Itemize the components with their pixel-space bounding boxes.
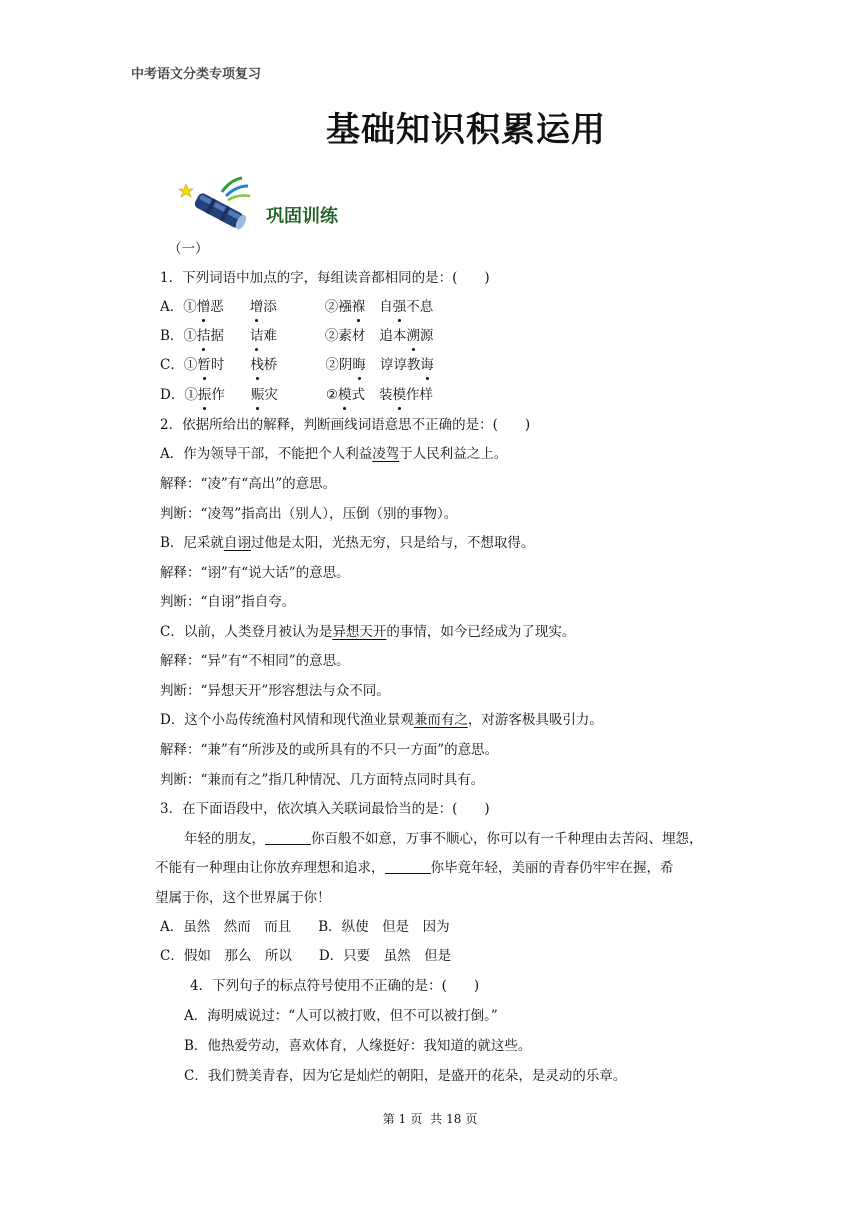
dotted-char: 模 bbox=[337, 387, 352, 403]
dotted-char: 诘 bbox=[249, 328, 264, 344]
dotted-char: 栈 bbox=[250, 357, 264, 373]
underlined-term: 异想天开 bbox=[332, 624, 387, 640]
footer-text: 第 bbox=[382, 1112, 395, 1126]
plain-text: B．尼采就 bbox=[160, 535, 224, 551]
plain-text: 你百般不如意，万事不顺心，你可以有一千种理由去苦闷、埋怨， bbox=[311, 831, 703, 847]
q4-option-c: C．我们赞美青春，因为它是灿烂的朝阳，是盛开的花朵，是灵动的乐章。 bbox=[184, 1068, 627, 1084]
fill-blank bbox=[385, 859, 431, 874]
q4-option-a: A．海明威说过：“人可以被打败，但不可以被打倒。” bbox=[184, 1008, 498, 1024]
page-number: 1 bbox=[398, 1112, 407, 1126]
q3-stem: 3．在下面语段中，依次填入关联词最恰当的是：( ) bbox=[160, 801, 490, 817]
q4-stem: 4．下列句子的标点符号使用不正确的是：( ) bbox=[190, 978, 480, 994]
plain-text: 源 bbox=[419, 328, 434, 344]
q3-passage-line-2 bbox=[155, 858, 674, 878]
q1-option-b bbox=[160, 326, 433, 346]
plain-text: 谆谆教 bbox=[379, 357, 421, 373]
plain-text: 装 bbox=[378, 387, 393, 403]
fill-blank bbox=[265, 830, 311, 845]
underlined-term: 凌驾 bbox=[372, 446, 400, 462]
q2-option-c bbox=[160, 622, 575, 642]
q2-option-a bbox=[160, 444, 507, 464]
plain-text: 式 bbox=[351, 387, 365, 403]
dotted-char: 诲 bbox=[420, 357, 434, 373]
dotted-char: 晦 bbox=[352, 357, 366, 373]
q2-option-d bbox=[160, 710, 603, 730]
q2-c-explanation: 解释：“异”有“不相同”的意思。 bbox=[160, 653, 350, 669]
q1-option-d bbox=[160, 385, 433, 405]
plain-text: 桥 bbox=[263, 357, 278, 373]
group-marker: ① bbox=[183, 299, 197, 315]
dotted-char: 褓 bbox=[351, 299, 366, 315]
plain-text: ，对游客极具吸引力。 bbox=[467, 712, 603, 728]
dotted-char: 模 bbox=[392, 387, 406, 403]
plain-text: 不息 bbox=[406, 299, 434, 315]
plain-text: 灾 bbox=[264, 387, 278, 403]
underlined-term: 兼而有之 bbox=[413, 712, 468, 728]
plain-text: 恶 bbox=[210, 299, 224, 315]
q2-c-judgement: 判断：“异想天开”形容想法与众不同。 bbox=[160, 683, 390, 699]
option-label: B． bbox=[160, 328, 184, 344]
dotted-char: 增 bbox=[249, 299, 264, 315]
page-total: 18 bbox=[446, 1112, 462, 1126]
plain-text: 于人民利益之上。 bbox=[399, 446, 508, 462]
footer-text: 页 bbox=[410, 1112, 423, 1126]
plain-text: D．这个小岛传统渔村风情和现代渔业景观 bbox=[160, 712, 414, 728]
plain-text: 阴 bbox=[338, 357, 353, 373]
dotted-char: 赈 bbox=[250, 387, 265, 403]
plain-text: 添 bbox=[263, 299, 277, 315]
q3-passage-line-1 bbox=[184, 829, 703, 849]
q3-options-cd: C．假如 那么 所以 D．只要 虽然 但是 bbox=[160, 948, 452, 964]
q2-a-explanation: 解释：“凌”有“高出”的意思。 bbox=[160, 476, 337, 492]
dotted-char: 憎 bbox=[196, 299, 211, 315]
group-marker: ② bbox=[325, 387, 338, 403]
plain-text: 自 bbox=[379, 299, 393, 315]
plain-text: 追本 bbox=[379, 328, 407, 344]
section-banner bbox=[178, 176, 358, 234]
group-marker: ① bbox=[183, 357, 198, 373]
page-footer bbox=[0, 1110, 860, 1127]
plain-text: 难 bbox=[263, 328, 277, 344]
footer-text: 页 bbox=[465, 1112, 478, 1126]
dotted-char: 溯 bbox=[406, 328, 420, 344]
option-label: C． bbox=[160, 357, 184, 373]
plain-text: 过他是太阳，光热无穷，只是给与，不想取得。 bbox=[250, 535, 535, 551]
dotted-char: 强 bbox=[392, 299, 407, 315]
plain-text: 时 bbox=[210, 357, 225, 373]
q2-d-explanation: 解释：“兼”有“所涉及的或所具有的不只一方面”的意思。 bbox=[160, 742, 499, 758]
plain-text: 素材 bbox=[338, 328, 366, 344]
dotted-char: 暂 bbox=[197, 357, 211, 373]
option-label: D． bbox=[160, 387, 185, 403]
dotted-char: 振 bbox=[197, 387, 212, 403]
q1-option-c bbox=[160, 355, 434, 375]
option-label: A． bbox=[160, 299, 184, 315]
q2-b-explanation: 解释：“诩”有“说大话”的意思。 bbox=[160, 565, 350, 581]
plain-text: 的事情，如今已经成为了现实。 bbox=[386, 624, 576, 640]
telescope-icon bbox=[178, 176, 258, 234]
banner-label: 巩固训练 bbox=[266, 206, 338, 227]
plain-text: A．作为领导干部，不能把个人利益 bbox=[160, 446, 373, 462]
group-marker: ② bbox=[324, 328, 339, 344]
plain-text: 年轻的朋友， bbox=[184, 831, 265, 847]
q4-option-b: B．他热爱劳动，喜欢体育，人缘挺好：我知道的就这些。 bbox=[184, 1038, 532, 1054]
q2-b-judgement: 判断：“自诩”指自夸。 bbox=[160, 594, 296, 610]
group-marker: ② bbox=[325, 357, 339, 373]
q1-stem: 1．下列词语中加点的字，每组读音都相同的是：( ) bbox=[160, 270, 490, 286]
q2-stem: 2．依据所给出的解释，判断画线词语意思不正确的是：( ) bbox=[160, 417, 531, 433]
q3-options-ab: A．虽然 然而 而且 B．纵使 但是 因为 bbox=[160, 919, 450, 935]
q2-option-b bbox=[160, 533, 534, 553]
group-marker: ① bbox=[184, 387, 198, 403]
plain-text: 作样 bbox=[405, 387, 433, 403]
q3-passage-line-3: 望属于你，这个世界属于你！ bbox=[155, 890, 331, 906]
plain-text: C．以前，人类登月被认为是 bbox=[160, 624, 333, 640]
plain-text: 你毕竟年轻，美丽的青春仍牢牢在握，希 bbox=[430, 860, 674, 876]
plain-text: 襁 bbox=[338, 299, 352, 315]
dotted-char: 拮 bbox=[196, 328, 211, 344]
footer-text: 共 bbox=[430, 1112, 443, 1126]
group-marker: ② bbox=[324, 299, 339, 315]
q2-d-judgement: 判断：“兼而有之”指几种情况、几方面特点同时具有。 bbox=[160, 772, 485, 788]
section-label: （一） bbox=[168, 241, 209, 257]
q1-option-a bbox=[160, 297, 433, 317]
group-marker: ① bbox=[183, 328, 197, 344]
plain-text: 不能有一种理由让你放弃理想和追求， bbox=[155, 860, 385, 876]
page-title: 基础知识积累运用 bbox=[326, 110, 606, 150]
document-header: 中考语文分类专项复习 bbox=[131, 67, 262, 82]
plain-text: 作 bbox=[211, 387, 225, 403]
q2-a-judgement: 判断：“凌驾”指高出（别人），压倒（别的事物）。 bbox=[160, 506, 458, 522]
underlined-term: 自诩 bbox=[223, 535, 251, 551]
plain-text: 据 bbox=[210, 328, 224, 344]
